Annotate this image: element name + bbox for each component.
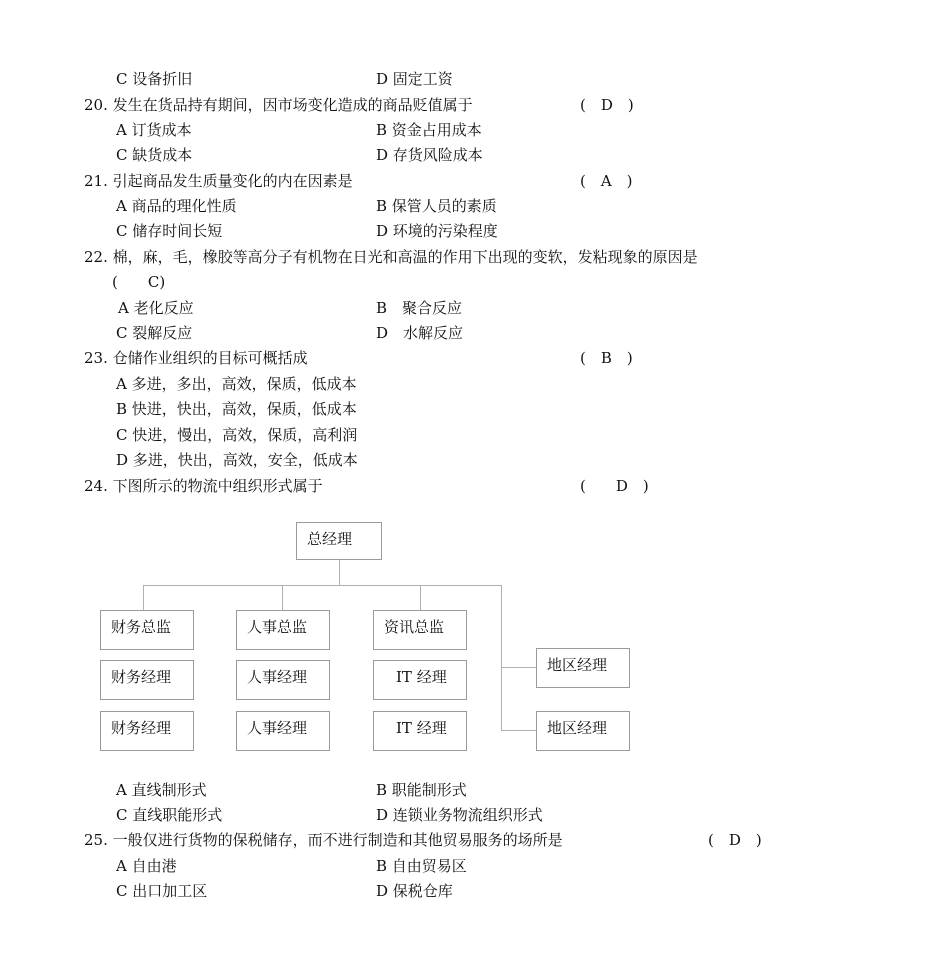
q20-option-d: D 存货风险成本 <box>376 146 483 164</box>
q21-option-c: C 储存时间长短 <box>116 222 223 240</box>
org-node: 人事经理 <box>236 711 330 751</box>
org-node: 地区经理 <box>536 711 630 751</box>
q25-option-c: C 出口加工区 <box>116 882 208 900</box>
q21-option-b: B 保管人员的素质 <box>376 197 497 215</box>
org-connector <box>501 667 536 668</box>
q25-answer: ( D ) <box>708 831 762 849</box>
q21-option-d: D 环境的污染程度 <box>376 222 498 240</box>
org-node: 资讯总监 <box>373 610 467 650</box>
q22-option-d: D 水解反应 <box>376 324 464 342</box>
org-connector <box>143 585 144 610</box>
q23-answer: ( B ) <box>580 349 633 367</box>
q22-answer: ( C) <box>112 273 166 291</box>
q22-option-c: C 裂解反应 <box>116 324 193 342</box>
q24-option-d: D 连锁业务物流组织形式 <box>376 806 543 824</box>
org-connector <box>282 585 283 610</box>
q23-option-d: D 多进，快出，高效，安全，低成本 <box>116 451 358 469</box>
org-connector <box>339 560 340 585</box>
q25-stem: 25. 一般仅进行货物的保税储存，而不进行制造和其他贸易服务的场所是 <box>84 831 563 849</box>
q20-option-c: C 缺货成本 <box>116 146 193 164</box>
org-node: 财务总监 <box>100 610 194 650</box>
q22-option-a: A 老化反应 <box>118 299 194 317</box>
org-connector <box>420 585 421 610</box>
q20-option-a: A 订货成本 <box>116 121 192 139</box>
org-connector <box>143 585 501 586</box>
q21-stem: 21. 引起商品发生质量变化的内在因素是 <box>84 172 353 190</box>
q24-stem: 24. 下图所示的物流中组织形式属于 <box>84 477 323 495</box>
org-node: 地区经理 <box>536 648 630 688</box>
org-node: 财务经理 <box>100 711 194 751</box>
org-node: IT 经理 <box>373 660 467 700</box>
q23-option-a: A 多进，多出，高效，保质，低成本 <box>116 375 357 393</box>
q23-option-b: B 快进，快出，高效，保质，低成本 <box>116 400 357 418</box>
q25-option-d: D 保税仓库 <box>376 882 453 900</box>
q21-answer: ( A ) <box>580 172 633 190</box>
q20-option-b: B 资金占用成本 <box>376 121 482 139</box>
q21-option-a: A 商品的理化性质 <box>116 197 237 215</box>
q24-option-c: C 直线职能形式 <box>116 806 223 824</box>
q24-answer: ( D ) <box>580 477 649 495</box>
q23-stem: 23. 仓储作业组织的目标可概括成 <box>84 349 308 367</box>
q25-option-a: A 自由港 <box>116 857 177 875</box>
org-connector <box>501 585 502 731</box>
org-node: IT 经理 <box>373 711 467 751</box>
q20-stem: 20. 发生在货品持有期间，因市场变化造成的商品贬值属于 <box>84 96 473 114</box>
q20-answer: ( D ) <box>580 96 634 114</box>
org-node: 人事总监 <box>236 610 330 650</box>
q24-option-b: B 职能制形式 <box>376 781 467 799</box>
q22-option-b: B 聚合反应 <box>376 299 463 317</box>
org-connector <box>501 730 536 731</box>
q25-option-b: B 自由贸易区 <box>376 857 467 875</box>
org-node-top: 总经理 <box>296 522 382 560</box>
q19-option-d: D 固定工资 <box>376 70 453 88</box>
q24-option-a: A 直线制形式 <box>116 781 207 799</box>
org-node: 人事经理 <box>236 660 330 700</box>
q23-option-c: C 快进，慢出，高效，保质，高利润 <box>116 426 358 444</box>
org-node: 财务经理 <box>100 660 194 700</box>
q19-option-c: C 设备折旧 <box>116 70 193 88</box>
q22-stem: 22. 棉，麻，毛，橡胶等高分子有机物在日光和高温的作用下出现的变软，发粘现象的原因是 <box>84 248 698 266</box>
